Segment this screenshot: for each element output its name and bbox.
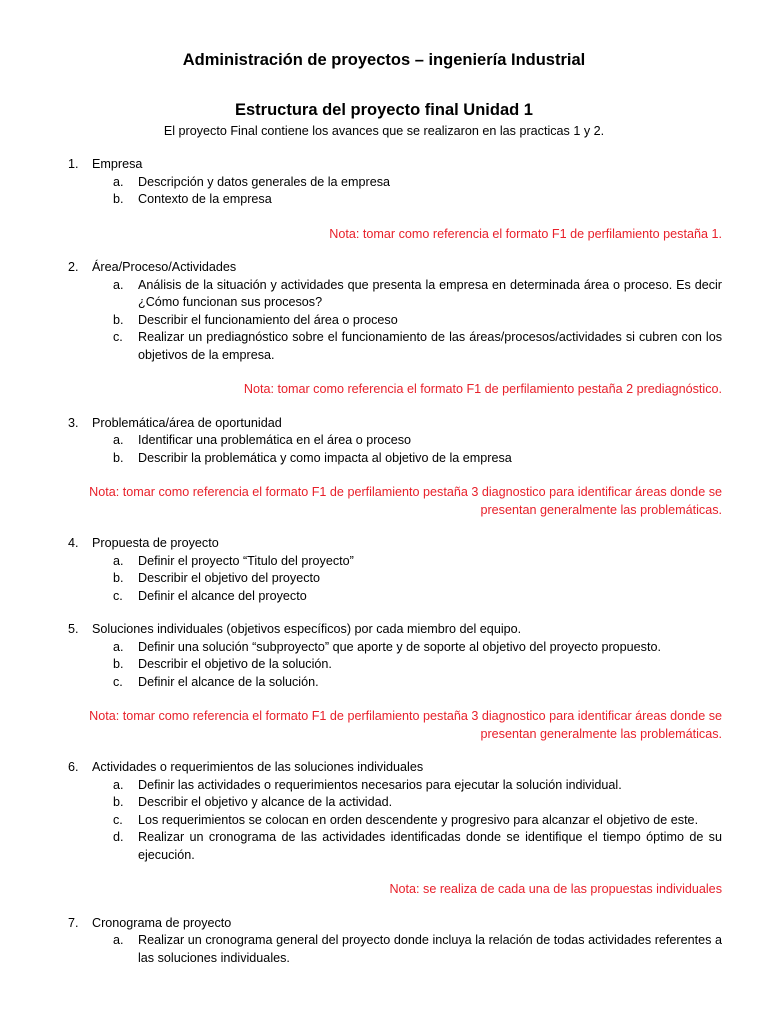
item-letter: a. [113,277,124,292]
section-title: Problemática/área de oportunidad [92,415,282,430]
sections-list [46,156,722,967]
list-item [113,277,722,312]
section-number: 4. [68,536,79,550]
item-letter: a. [113,553,124,568]
item-letter: c. [113,330,123,344]
item-letter: c. [113,812,123,827]
list-item [113,450,722,468]
item-text: Identificar una problemática en el área o proceso [138,433,412,447]
item-letter: c. [113,674,123,689]
item-text: Describir el objetivo de la solución. [138,657,332,671]
section-number: 2. [68,260,79,274]
section-number: 1. [68,157,79,171]
list-item [113,570,722,588]
section-number: 5. [68,622,79,636]
item-text: Contexto de la empresa [138,192,272,206]
item-text: Descripción y datos generales de la empresa [138,174,391,189]
item-letter: b. [113,795,124,809]
item-text: Análisis de la situación y actividades que presenta la empresa en determinada área o proceso. Es decir ¿Cómo funcionan sus procesos? [138,277,722,309]
item-text: Realizar un cronograma general del proyecto donde incluya la relación de todas actividades referentes a las soluciones individuales. [138,933,722,965]
list-item [113,777,722,795]
item-text: Realizar un prediagnóstico sobre el funcionamiento de las áreas/procesos/actividades si cubren con los objetivos de la empresa. [138,330,722,362]
item-letter: b. [113,450,124,465]
section-title: Empresa [92,157,143,171]
item-letter: b. [113,312,124,327]
item-text: Describir el funcionamiento del área o proceso [138,312,398,327]
section-3 [46,415,722,536]
section-note: Nota: tomar como referencia el formato F1 de perfilamiento pestaña 3 diagnostico para identificar áreas donde se presentan generalmente las problemáticas. [89,485,722,517]
list-item [113,656,722,674]
item-text: Describir el objetivo y alcance de la actividad. [138,795,393,809]
item-text: Definir el alcance de la solución. [138,674,319,689]
document-subtitle: Estructura del proyecto final Unidad 1 [235,101,533,119]
list-item [113,829,722,864]
list-item [113,329,722,364]
list-item [113,794,722,812]
item-letter: b. [113,657,124,671]
section-1 [46,156,722,259]
item-letter: b. [113,571,124,585]
intro-text: El proyecto Final contiene los avances que se realizaron en las practicas 1 y 2. [163,124,605,138]
section-title: Actividades o requerimientos de las soluciones individuales [92,760,424,774]
list-item [113,191,722,209]
item-letter: d. [113,830,124,844]
document-title: Administración de proyectos – ingeniería Industrial [182,51,586,69]
section-title: Propuesta de proyecto [92,536,219,550]
section-number: 3. [68,415,79,430]
section-title: Soluciones individuales (objetivos específicos) por cada miembro del equipo. [92,622,522,636]
section-note: Nota: tomar como referencia el formato F1 de perfilamiento pestaña 3 diagnostico para identificar áreas donde se presentan generalmente las problemáticas. [89,709,722,741]
item-text: Definir una solución “subproyecto” que aporte y de soporte al objetivo del proyecto propuesto. [138,639,661,654]
list-item [113,588,722,606]
item-letter: a. [113,433,124,447]
section-7 [46,915,722,968]
list-item [113,174,722,192]
item-letter: a. [113,777,124,792]
item-text: Realizar un cronograma de las actividades identificadas donde se identifique el tiempo óptimo de su ejecución. [138,830,722,862]
item-text: Los requerimientos se colocan en orden descendente y progresivo para alcanzar el objetivo de este. [138,812,699,827]
item-letter: a. [113,639,124,654]
section-note: Nota: tomar como referencia el formato F1 de perfilamiento pestaña 1. [329,226,722,241]
section-2 [46,259,722,415]
list-item [113,932,722,967]
item-letter: b. [113,192,124,206]
list-item [113,674,722,692]
section-title: Área/Proceso/Actividades [92,260,237,274]
item-text: Describir el objetivo del proyecto [138,571,320,585]
section-note: Nota: tomar como referencia el formato F1 de perfilamiento pestaña 2 prediagnóstico. [243,382,722,396]
section-note: Nota: se realiza de cada una de las propuestas individuales [389,882,722,896]
list-item [113,312,722,330]
list-item [113,553,722,571]
section-5 [46,621,722,759]
section-4 [46,535,722,621]
item-letter: a. [113,933,124,947]
section-number: 6. [68,760,79,774]
list-item [113,812,722,830]
item-letter: c. [113,588,123,603]
item-text: Definir las actividades o requerimientos necesarios para ejecutar la solución individual. [138,777,622,792]
section-title: Cronograma de proyecto [92,915,232,930]
list-item [113,432,722,450]
list-item [113,639,722,657]
item-text: Definir el proyecto “Titulo del proyecto” [138,553,354,568]
section-6 [46,759,722,915]
item-text: Definir el alcance del proyecto [138,588,307,603]
item-letter: a. [113,174,124,189]
section-number: 7. [68,915,79,930]
item-text: Describir la problemática y como impacta al objetivo de la empresa [138,450,512,465]
